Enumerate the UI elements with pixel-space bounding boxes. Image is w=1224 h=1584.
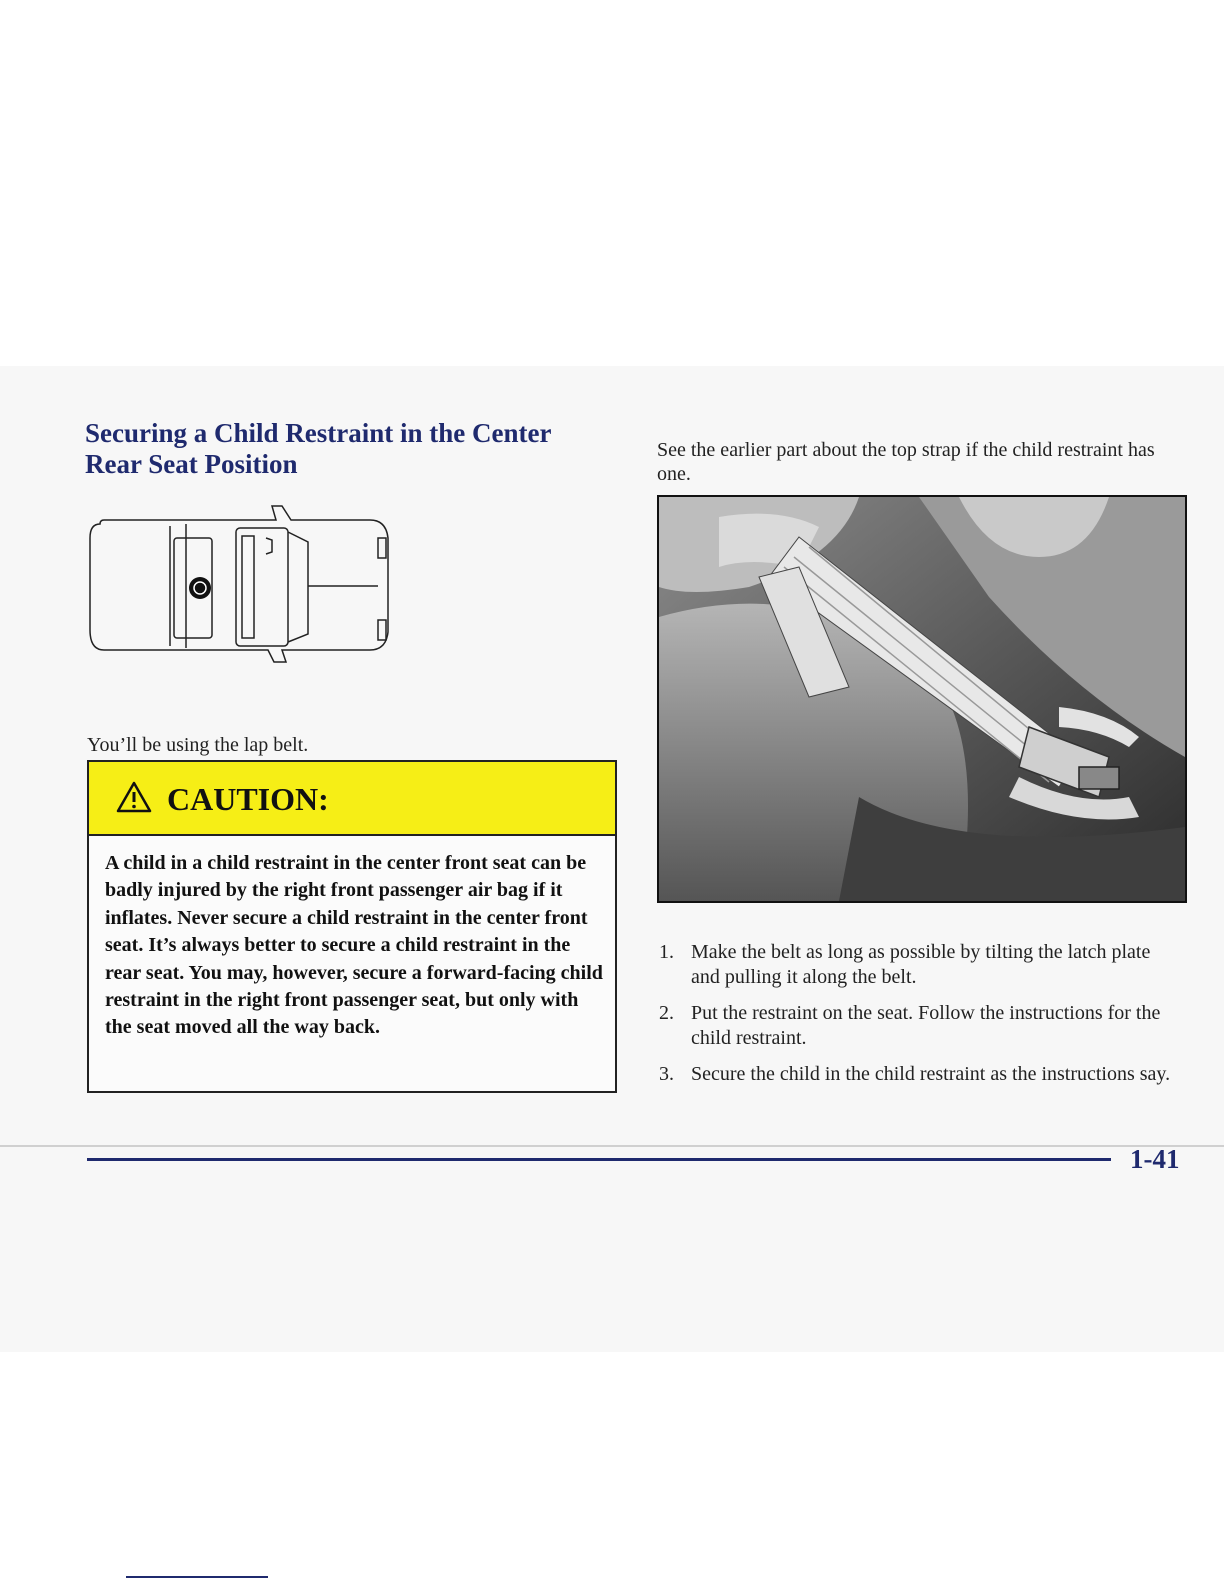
step-number: 3. [659, 1063, 674, 1085]
seat-belt-photo [657, 495, 1187, 903]
step-text: Secure the child in the child restraint as the instructions say. [691, 1063, 1171, 1085]
vehicle-seat-diagram [86, 502, 396, 672]
page-number: 1-41 [1130, 1144, 1180, 1174]
footer-rule [87, 1158, 1111, 1161]
lap-belt-text: You’ll be using the lap belt. [87, 734, 309, 756]
step-text: Put the restraint on the seat. Follow the instructions for the child restraint. [691, 1002, 1161, 1049]
step-number: 2. [659, 1002, 674, 1024]
center-seat-marker [189, 577, 211, 599]
step-item [657, 1001, 1182, 1051]
section-title: Securing a Child Restraint in the Center Rear Seat Position [85, 418, 551, 479]
caution-label: CAUTION: [167, 781, 329, 817]
instruction-steps [657, 940, 1182, 1098]
caution-header [89, 762, 615, 836]
step-item [657, 940, 1182, 990]
step-number: 1. [659, 941, 674, 963]
warning-triangle-icon [115, 780, 153, 814]
caution-box [87, 760, 617, 1093]
bottom-rule [126, 1576, 268, 1578]
step-item [657, 1062, 1182, 1087]
step-text: Make the belt as long as possible by tilting the latch plate and pulling it along the belt. [691, 941, 1151, 988]
top-strap-note: See the earlier part about the top strap if the child restraint has one. [657, 439, 1155, 485]
caution-text: A child in a child restraint in the center front seat can be badly injured by the right front passenger air bag if it inflates. Never secure a child restraint in the center front seat. It’s always better to secure a child restraint in the rear seat. You may, however, secure a forward-facing child restraint in the right front passenger seat, but only with the seat moved all the way back. [105, 852, 603, 1039]
band-edge-divider [0, 1145, 1224, 1147]
